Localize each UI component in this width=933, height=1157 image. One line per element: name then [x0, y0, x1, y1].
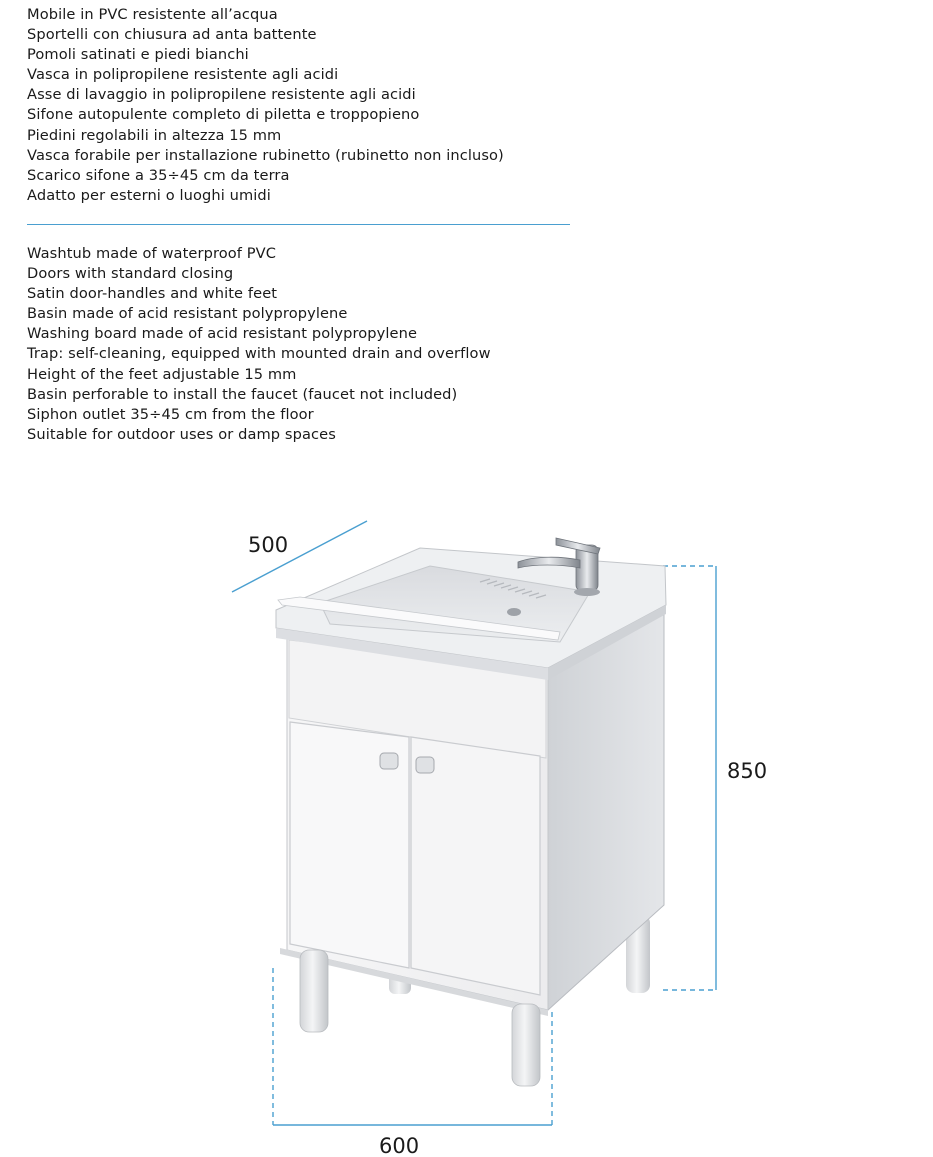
spec-item-en: Trap: self-cleaning, equipped with mounted drain and overflow — [27, 345, 491, 363]
spec-item-en: Basin perforable to install the faucet (faucet not included) — [27, 385, 458, 403]
spec-item-en: Washing board made of acid resistant polypropylene — [27, 325, 418, 343]
left-door-knob — [380, 753, 398, 769]
spec-item-it: Asse di lavaggio in polipropilene resistente agli acidi — [27, 86, 416, 104]
spec-item-it: Mobile in PVC resistente all’acqua — [27, 6, 278, 23]
spec-item-it: Scarico sifone a 35÷45 cm da terra — [27, 166, 290, 184]
spec-item-it: Adatto per esterni o luoghi umidi — [27, 186, 271, 204]
washtub-cabinet — [276, 538, 666, 1086]
spec-item-en: Height of the feet adjustable 15 mm — [27, 365, 297, 383]
spec-item-en: Doors with standard closing — [27, 265, 234, 283]
right-door — [411, 737, 540, 995]
spec-item-en: Washtub made of waterproof PVC — [27, 245, 277, 262]
spec-item-en: Siphon outlet 35÷45 cm from the floor — [27, 405, 314, 423]
height-label: 850 — [727, 759, 768, 783]
front-right-leg — [512, 1004, 540, 1086]
spec-item-en: Basin made of acid resistant polypropylene — [27, 305, 348, 323]
spec-item-it: Pomoli satinati e piedi bianchi — [27, 46, 249, 64]
spec-item-en: Satin door-handles and white feet — [27, 285, 278, 303]
spec-item-it: Piedini regolabili in altezza 15 mm — [27, 126, 282, 144]
height-dimension — [663, 566, 767, 990]
front-left-leg — [300, 950, 328, 1032]
spec-item-it: Vasca forabile per installazione rubinetto (rubinetto non incluso) — [27, 146, 504, 164]
spec-item-it: Sportelli con chiusura ad anta battente — [27, 26, 317, 44]
drain-icon — [507, 608, 521, 616]
right-door-knob — [416, 757, 434, 773]
spec-item-it: Vasca in polipropilene resistente agli acidi — [27, 66, 339, 84]
depth-label: 500 — [248, 533, 289, 557]
spec-item-it: Sifone autopulente completo di piletta e troppopieno — [27, 106, 420, 124]
spec-item-en: Suitable for outdoor uses or damp spaces — [27, 425, 336, 443]
width-label: 600 — [379, 1134, 420, 1157]
